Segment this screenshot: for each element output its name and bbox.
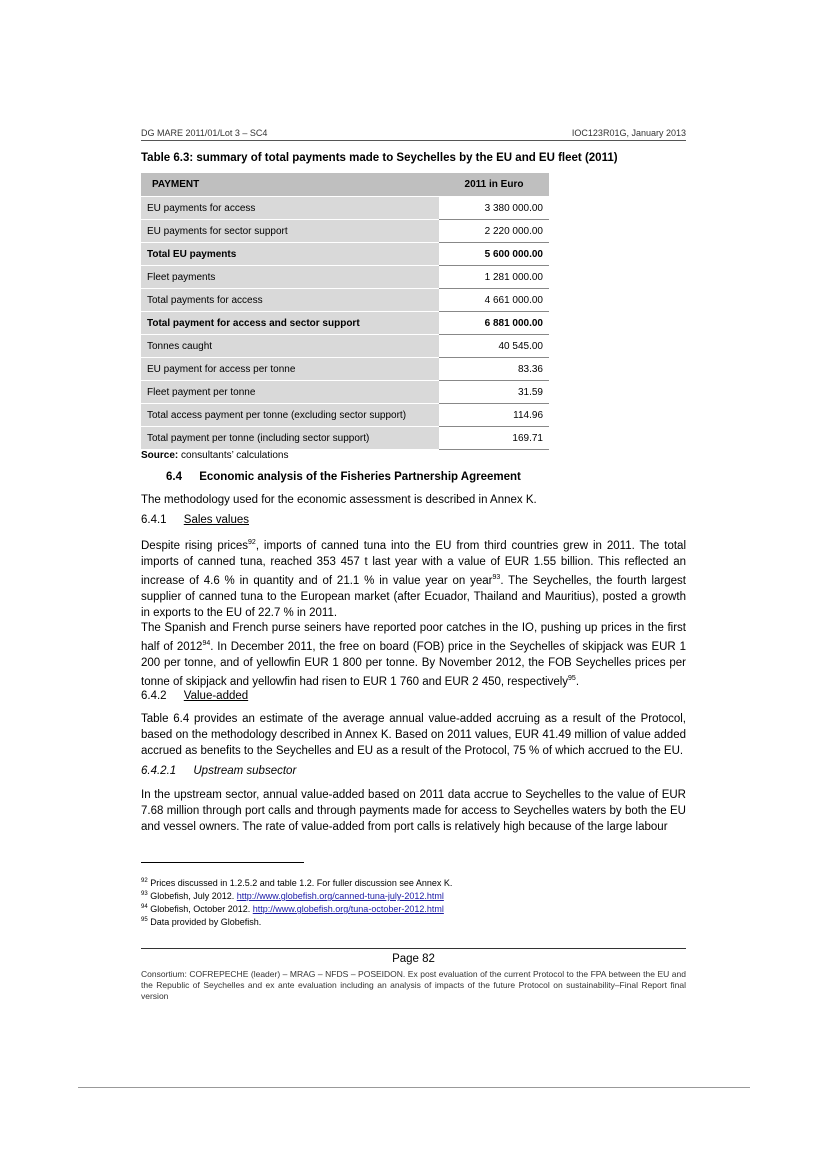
header-divider xyxy=(141,140,686,141)
row-label: EU payments for sector support xyxy=(141,220,439,243)
table-row-total xyxy=(141,243,549,266)
row-value: 4 661 000.00 xyxy=(439,289,549,312)
row-label: Total payment for access and sector support xyxy=(141,312,439,335)
table-row-total xyxy=(141,312,549,335)
row-label: EU payments for access xyxy=(141,197,439,220)
table-row xyxy=(141,220,549,243)
paragraph-sales-1 xyxy=(141,535,686,621)
footnote-95 xyxy=(141,917,261,927)
section-heading-6-4 xyxy=(166,471,521,483)
section-title: Sales values xyxy=(183,514,249,526)
row-label: Total payment per tonne (including sector support) xyxy=(141,427,439,450)
table-row xyxy=(141,404,549,427)
header-right: IOC123R01G, January 2013 xyxy=(571,128,686,138)
column-header-2011: 2011 in Euro xyxy=(439,173,549,197)
section-heading-6-4-2 xyxy=(141,690,248,702)
footnote-number: 93 xyxy=(141,891,148,897)
section-title: Upstream subsector xyxy=(193,765,297,777)
footnote-number: 94 xyxy=(141,904,148,910)
table-source xyxy=(141,450,288,461)
row-value: 83.36 xyxy=(439,358,549,381)
row-value: 169.71 xyxy=(439,427,549,450)
footnote-link[interactable]: http://www.globefish.org/canned-tuna-july-2012.html xyxy=(236,891,444,901)
row-value: 6 881 000.00 xyxy=(439,312,549,335)
section-heading-6-4-1 xyxy=(141,514,249,526)
footnote-ref: 94 xyxy=(202,640,211,647)
section-heading-6-4-2-1 xyxy=(141,765,296,777)
text-run: , imports of canned tuna into the EU from third countries grew in 2011. The total imports of canned tuna, reached 353 457 t last year with a value of EUR 1.55 billion. This reflected an increase of 4.6 % in quantity and of 21.1 % in value year on year xyxy=(141,539,686,587)
footnote-92 xyxy=(141,878,452,888)
section-number: 6.4.2 xyxy=(141,690,167,702)
page-number: Page 82 xyxy=(392,953,435,965)
row-value: 2 220 000.00 xyxy=(439,220,549,243)
paragraph-upstream: In the upstream sector, annual value-added based on 2011 data accrue to Seychelles to the value of EUR 7.68 million through port calls and through payments made for access to Seychelles waters by both the EU and vessel owners. The rate of value-added from port calls is relatively high because of the large labour xyxy=(141,789,686,833)
paragraph-methodology: The methodology used for the economic assessment is described in Annex K. xyxy=(141,494,537,506)
footnote-number: 95 xyxy=(141,917,148,923)
row-label: Fleet payments xyxy=(141,266,439,289)
section-number: 6.4.1 xyxy=(141,514,167,526)
footer-divider xyxy=(141,948,686,949)
section-number: 6.4.2.1 xyxy=(141,765,177,777)
footnote-ref: 93 xyxy=(492,573,501,581)
text-run: The Spanish and French purse seiners have reported poor catches in the IO, pushing up prices in the first half of 2012 xyxy=(141,622,686,653)
row-value: 114.96 xyxy=(439,404,549,427)
table-row xyxy=(141,427,549,450)
footnote-text: Globefish, July 2012. xyxy=(147,891,237,901)
table-row xyxy=(141,381,549,404)
footnote-divider xyxy=(141,862,304,863)
page-bottom-divider xyxy=(78,1087,750,1088)
footnote-ref: 92 xyxy=(248,539,256,546)
row-value: 1 281 000.00 xyxy=(439,266,549,289)
table-title: Table 6.3: summary of total payments made to Seychelles by the EU and EU fleet (2011) xyxy=(141,152,618,164)
row-value: 3 380 000.00 xyxy=(439,197,549,220)
text-run: . In December 2011, the free on board (FOB) price in the Seychelles of skipjack was EUR 1 200 per tonne, and of yellowfin EUR 1 800 per tonne. By November 2012, the FOB Seychelles prices per tonne of skipjack and yellowfin had risen to EUR 1 760 and EUR 2 450, respectively xyxy=(141,640,686,688)
table-row xyxy=(141,266,549,289)
table-row xyxy=(141,289,549,312)
row-label: EU payment for access per tonne xyxy=(141,358,439,381)
row-value: 40 545.00 xyxy=(439,335,549,358)
row-label: Total payments for access xyxy=(141,289,439,312)
paragraph-value-added: Table 6.4 provides an estimate of the average annual value-added accruing as a result of the Protocol, based on the methodology described in Annex K. Based on 2011 values, EUR 41.49 million of value added accrued as benefits to the Seychelles and EU as a result of the Protocol, 75 % of which accrued to the EU. xyxy=(141,713,686,757)
table-row xyxy=(141,197,549,220)
footnote-text: Globefish, October 2012. xyxy=(147,904,253,914)
section-title: Economic analysis of the Fisheries Partnership Agreement xyxy=(199,471,521,483)
section-title: Value-added xyxy=(183,690,249,702)
footnote-text: Prices discussed in 1.2.5.2 and table 1.2. For fuller discussion see Annex K. xyxy=(147,878,453,888)
column-header-payment: PAYMENT xyxy=(141,173,439,197)
payments-table xyxy=(141,173,549,450)
text-run: Despite rising prices xyxy=(141,539,249,552)
footnote-link[interactable]: http://www.globefish.org/tuna-october-2012.html xyxy=(252,904,444,914)
footnote-number: 92 xyxy=(141,878,148,884)
source-text: consultants’ calculations xyxy=(178,450,289,461)
table-header-row xyxy=(141,173,549,197)
section-number: 6.4 xyxy=(166,471,182,483)
footnote-94 xyxy=(141,904,444,914)
row-label: Total access payment per tonne (excluding sector support) xyxy=(141,404,439,427)
paragraph-sales-2 xyxy=(141,620,686,690)
footnote-ref: 95 xyxy=(568,674,576,682)
table-row xyxy=(141,358,549,381)
row-label: Total EU payments xyxy=(141,243,439,266)
header-left: DG MARE 2011/01/Lot 3 – SC4 xyxy=(141,128,268,138)
row-label: Tonnes caught xyxy=(141,335,439,358)
table-row xyxy=(141,335,549,358)
footer-consortium: Consortium: COFREPECHE (leader) – MRAG – NFDS – POSEIDON. Ex post evaluation of the current Protocol to the FPA between the EU and the Republic of Seychelles and ex ante evaluation including an analysis of impacts of the future Protocol on sustainability–Final Report final version xyxy=(141,969,686,1001)
row-value: 31.59 xyxy=(439,381,549,404)
text-run: . The Seychelles, the fourth largest supplier of canned tuna to the European market (after Ecuador, Thailand and Mauritius), posted a growth in exports to the EU of 22.7 % in 2011. xyxy=(141,574,686,619)
text-run: . xyxy=(575,675,580,688)
row-label: Fleet payment per tonne xyxy=(141,381,439,404)
row-value: 5 600 000.00 xyxy=(439,243,549,266)
footnote-text: Data provided by Globefish. xyxy=(147,917,262,927)
footnote-93 xyxy=(141,891,444,901)
source-label: Source: xyxy=(141,450,179,461)
